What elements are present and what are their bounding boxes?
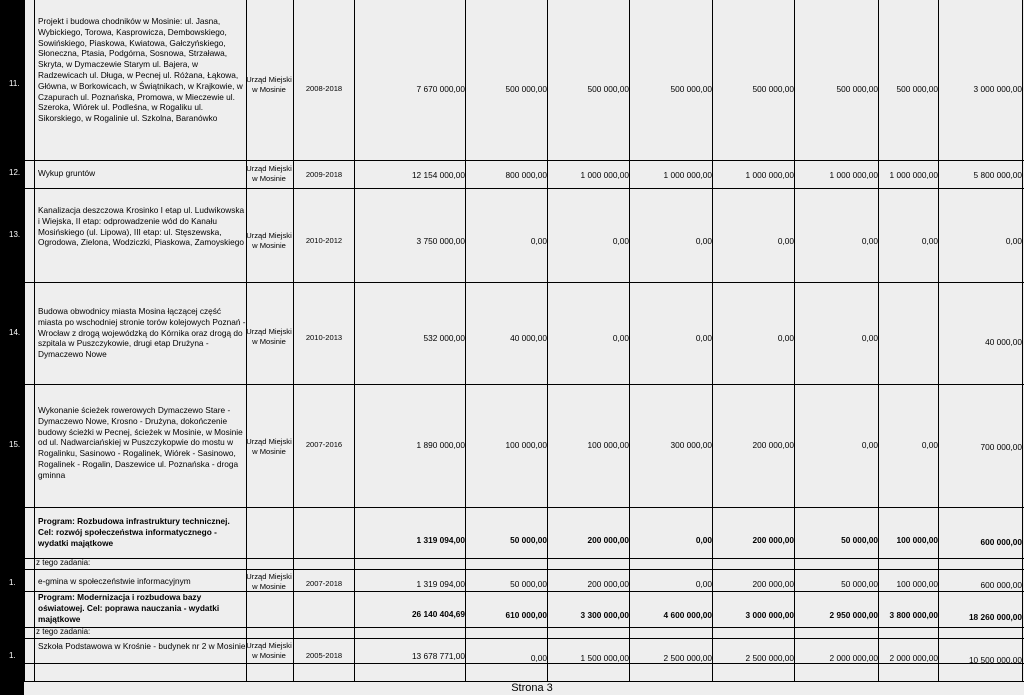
amount-cell: 500 000,00 [836, 84, 878, 94]
amount-cell: 610 000,00 [505, 610, 547, 620]
amount-cell: 500 000,00 [505, 84, 547, 94]
amount-cell: 300 000,00 [670, 440, 712, 450]
row-divider [24, 638, 1024, 639]
row-number: 11. [9, 79, 20, 88]
responsible-unit: Urząd Miejski w Mosinie [246, 231, 292, 250]
total-value: 3 750 000,00 [416, 236, 465, 246]
grid-line [1022, 0, 1023, 682]
program-title: Program: Rozbudowa infrastruktury technicznej. Cel: rozwój społeczeństwa informatycznego - wydatki majątkowe [38, 516, 230, 548]
amount-cell: 3 000 000,00 [973, 84, 1022, 94]
amount-cell: 1 000 000,00 [829, 170, 878, 180]
amount-cell: 40 000,00 [985, 337, 1022, 347]
subtask-label: z tego zadania: [36, 627, 91, 636]
amount-cell: 600 000,00 [980, 537, 1022, 547]
program-title: Program: Modernizacja i rozbudowa bazy oświatowej. Cel: poprawa nauczania - wydatki majątkowe [38, 592, 220, 624]
period: 2005-2018 [305, 651, 343, 660]
amount-cell: 0,00 [695, 535, 712, 545]
row-number: 1. [9, 651, 16, 660]
amount-cell: 2 950 000,00 [829, 610, 878, 620]
total-value: 1 319 094,00 [416, 535, 465, 545]
subtask-label: z tego zadania: [36, 558, 91, 567]
responsible-unit: Urząd Miejski w Mosinie [246, 641, 292, 660]
page-number: Strona 3 [511, 682, 553, 694]
amount-cell: 0,00 [695, 236, 712, 246]
task-description: Kanalizacja deszczowa Krosinko I etap ul. Ludwikowska i Wiejska, II etap: odprowadzenie wód do Kanału Mosińskiego (ul. Lipowa), III etap: ul. Stęszewska, Ogrodowa, Zielona, Wodziczki, Piaskowa, Zamoyskiego [38, 205, 245, 248]
period: 2009-2018 [305, 170, 343, 179]
total-value: 12 154 000,00 [411, 170, 465, 180]
period: 2007-2016 [305, 440, 343, 449]
row-divider [24, 282, 1024, 283]
amount-cell: 500 000,00 [752, 84, 794, 94]
amount-cell: 50 000,00 [510, 579, 547, 589]
row-divider [24, 558, 1024, 559]
amount-cell: 0,00 [861, 236, 878, 246]
amount-cell: 200 000,00 [587, 535, 629, 545]
total-value: 1 890 000,00 [416, 440, 465, 450]
amount-cell: 50 000,00 [510, 535, 547, 545]
amount-cell: 600 000,00 [980, 580, 1022, 590]
responsible-unit: Urząd Miejski w Mosinie [246, 437, 292, 456]
amount-cell: 50 000,00 [841, 579, 878, 589]
amount-cell: 100 000,00 [896, 579, 938, 589]
amount-cell: 200 000,00 [587, 579, 629, 589]
amount-cell: 100 000,00 [587, 440, 629, 450]
amount-cell: 100 000,00 [896, 535, 938, 545]
amount-cell: 0,00 [777, 333, 794, 343]
amount-cell: 0,00 [1005, 236, 1022, 246]
grid-line [34, 0, 35, 682]
amount-cell: 2 500 000,00 [745, 653, 794, 663]
task-description: Budowa obwodnicy miasta Mosina łączącej część miasta po wschodniej stronie torów kolejowych Poznań - Wrocław z drogą wojewódzką do Kórnika oraz drogą do szpitala w Puszczykowie, drugi etap Drużyna - Dymaczewo Nowe [38, 306, 246, 360]
amount-cell: 0,00 [530, 236, 547, 246]
row-number: 1. [9, 578, 16, 587]
amount-cell: 10 500 000,00 [968, 655, 1022, 665]
total-value: 7 670 000,00 [416, 84, 465, 94]
amount-cell: 0,00 [777, 236, 794, 246]
row-divider [24, 507, 1024, 508]
amount-cell: 4 600 000,00 [663, 610, 712, 620]
amount-cell: 5 800 000,00 [973, 170, 1022, 180]
total-value: 13 678 771,00 [411, 651, 465, 661]
amount-cell: 0,00 [921, 236, 938, 246]
amount-cell: 700 000,00 [980, 442, 1022, 452]
amount-cell: 2 000 000,00 [829, 653, 878, 663]
amount-cell: 40 000,00 [510, 333, 547, 343]
row-number: 15. [9, 440, 21, 449]
task-description: e-gmina w społeczeństwie informacyjnym [38, 576, 191, 586]
amount-cell: 500 000,00 [670, 84, 712, 94]
amount-cell: 2 500 000,00 [663, 653, 712, 663]
amount-cell: 0,00 [695, 579, 712, 589]
row-divider [24, 627, 1024, 628]
amount-cell: 1 000 000,00 [745, 170, 794, 180]
row-number: 13. [9, 230, 21, 239]
task-description: Wykonanie ścieżek rowerowych Dymaczewo Stare - Dymaczewo Nowe, Krosno - Drużyna, dokończenie budowy ścieżki w Pecnej, ścieżek w Mosinie, w Mosinie od ul. Nadwarciańskiej w Puszczykopwie do mostu w Rogalinku, Sasinowo - Rogalinek, Wiórek - Sasinowo, Rogalinek - Rogalin, Daszewice ul. Poznańska - droga gminna [38, 405, 243, 480]
amount-cell: 18 260 000,00 [968, 612, 1022, 622]
period: 2008-2018 [305, 84, 343, 93]
task-description: Projekt i budowa chodników w Mosinie: ul. Jasna, Wybickiego, Torowa, Kasprowicza, Dembowskiego, Sowińskiego, Piaskowa, Kwiatowa, Gałczyńskiego, Słoneczna, Ptasia, Podgórna, Sosnowa, Strzaława, Skryta, w Dymaczewie Starym ul. Bajera, w Radzewicach ul. Długa, w Pecnej ul. Różana, Łąkowa, Główna, w Borkowicach, w Świątnikach, w Krajkowie, w Czapurach ul. Poznańska, Promowa, w Mieczewie ul. Szeroka, Wiórek ul. Podleśna, w Rogaliku ul. Sikorskiego, w Rogalinie ul. Szkolna, Baranówko [38, 16, 243, 124]
amount-cell: 1 000 000,00 [889, 170, 938, 180]
total-value: 1 319 094,00 [416, 579, 465, 589]
row-number: 14. [9, 328, 21, 337]
task-description: Szkoła Podstawowa w Krośnie - budynek nr 2 w Mosinie [38, 641, 246, 651]
amount-cell: 0,00 [612, 333, 629, 343]
responsible-unit: Urząd Miejski w Mosinie [246, 572, 292, 591]
amount-cell: 3 800 000,00 [889, 610, 938, 620]
row-divider [24, 569, 1024, 570]
responsible-unit: Urząd Miejski w Mosinie [246, 75, 292, 94]
period: 2007-2018 [305, 579, 343, 588]
amount-cell: 2 000 000,00 [889, 653, 938, 663]
period: 2010-2012 [305, 236, 343, 245]
amount-cell: 1 000 000,00 [580, 170, 629, 180]
amount-cell: 200 000,00 [752, 440, 794, 450]
amount-cell: 0,00 [530, 653, 547, 663]
amount-cell: 200 000,00 [752, 579, 794, 589]
amount-cell: 0,00 [921, 440, 938, 450]
task-description: Wykup gruntów [38, 168, 96, 178]
row-divider [24, 384, 1024, 385]
row-number: 12. [9, 168, 21, 177]
responsible-unit: Urząd Miejski w Mosinie [246, 327, 292, 346]
amount-cell: 50 000,00 [841, 535, 878, 545]
amount-cell: 100 000,00 [505, 440, 547, 450]
amount-cell: 500 000,00 [587, 84, 629, 94]
period: 2010-2013 [305, 333, 343, 342]
total-value: 26 140 404,69 [411, 609, 465, 619]
row-divider [24, 160, 1024, 161]
amount-cell: 0,00 [861, 440, 878, 450]
amount-cell: 500 000,00 [896, 84, 938, 94]
amount-cell: 200 000,00 [752, 535, 794, 545]
amount-cell: 3 000 000,00 [745, 610, 794, 620]
amount-cell: 0,00 [695, 333, 712, 343]
total-value: 532 000,00 [423, 333, 465, 343]
amount-cell: 3 300 000,00 [580, 610, 629, 620]
amount-cell: 1 500 000,00 [580, 653, 629, 663]
amount-cell: 1 000 000,00 [663, 170, 712, 180]
amount-cell: 800 000,00 [505, 170, 547, 180]
amount-cell: 0,00 [612, 236, 629, 246]
amount-cell: 0,00 [861, 333, 878, 343]
scan-margin [0, 0, 24, 695]
row-divider [24, 188, 1024, 189]
responsible-unit: Urząd Miejski w Mosinie [246, 164, 292, 183]
